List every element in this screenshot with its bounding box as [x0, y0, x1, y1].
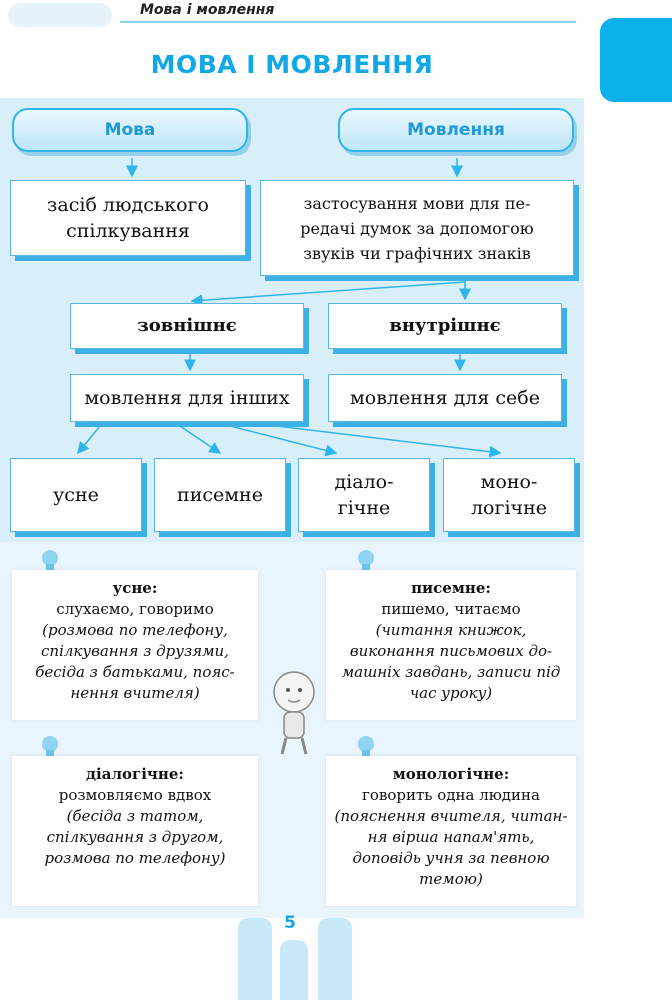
arrow-dialogic	[230, 426, 336, 453]
movlennia-definition	[260, 180, 574, 276]
form-monologic-line: логічне	[470, 497, 547, 519]
child-illustration	[266, 666, 322, 758]
arrow-written	[180, 426, 220, 453]
card-example-line: доповідь учня за певною	[352, 849, 550, 867]
card-heading: усне:	[112, 579, 158, 597]
card-dialogic	[12, 756, 258, 906]
form-written-box: писемне	[154, 458, 286, 532]
mova-definition-line: спілкування	[66, 220, 190, 242]
card-example-line: машніх завдань, записи під	[341, 663, 561, 681]
form-monologic-box	[443, 458, 575, 532]
form-dialogic-line: гічне	[337, 497, 391, 519]
card-line: слухаємо, говоримо	[56, 600, 214, 618]
form-monologic-line: моно-	[480, 471, 538, 493]
card-example-line: (читання книжок,	[375, 621, 527, 639]
card-heading: писемне:	[411, 579, 491, 597]
card-monologic	[326, 756, 576, 906]
card-example-line: ня вірша напам'ять,	[367, 828, 535, 846]
card-example-line: бесіда з батьками, пояс-	[35, 663, 235, 681]
card-line: пишемо, читаємо	[381, 600, 521, 618]
page-number: 5	[284, 913, 296, 933]
card-heading: діалогічне:	[86, 765, 184, 783]
movlennia-label: Мовлення	[338, 108, 574, 152]
card-example-line: нення вчителя)	[70, 684, 200, 702]
card-line: розмовляємо вдвох	[58, 786, 212, 804]
card-example-line: (бесіда з татом,	[66, 807, 204, 825]
internal-speech-box: внутрішнє	[328, 303, 562, 349]
speech-for-self-box: мовлення для себе	[328, 374, 562, 422]
mova-definition-line: засіб людського	[47, 194, 209, 216]
movlennia-definition-line: застосування мови для пе-	[303, 193, 531, 213]
card-example-line: темою)	[419, 870, 483, 888]
card-example-line: спілкування з другом,	[46, 828, 224, 846]
card-example-line: розмова по телефону)	[44, 849, 226, 867]
footer-bar	[280, 940, 308, 1000]
movlennia-definition-line: редачі думок за допомогою	[300, 218, 534, 238]
mova-definition	[10, 180, 246, 256]
form-oral-box: усне	[10, 458, 142, 532]
arrow-monologic	[260, 424, 500, 453]
speech-for-others-box: мовлення для інших	[70, 374, 304, 422]
arrow-external	[192, 282, 465, 301]
movlennia-definition-line: звуків чи графічних знаків	[303, 243, 531, 263]
card-heading: монологічне:	[392, 765, 510, 783]
card-example-line: час уроку)	[409, 684, 493, 702]
footer-bar	[238, 918, 272, 1000]
card-example-line: (розмова по телефону,	[42, 621, 228, 639]
card-example-line: спілкування з друзями,	[41, 642, 229, 660]
card-example-line: (пояснення вчителя, читан-	[334, 807, 568, 825]
page-title: МОВА І МОВЛЕННЯ	[150, 50, 434, 79]
form-dialogic-box	[298, 458, 430, 532]
arrow-oral	[78, 426, 100, 453]
form-dialogic-line: діало-	[334, 471, 394, 493]
card-oral	[12, 570, 258, 720]
footer-bar	[318, 918, 352, 1000]
mova-label: Мова	[12, 108, 248, 152]
card-written	[326, 570, 576, 720]
card-line: говорить одна людина	[362, 786, 540, 804]
external-speech-box: зовнішнє	[70, 303, 304, 349]
running-header: Мова і мовлення	[140, 2, 275, 18]
card-example-line: виконання письмових до-	[349, 642, 553, 660]
